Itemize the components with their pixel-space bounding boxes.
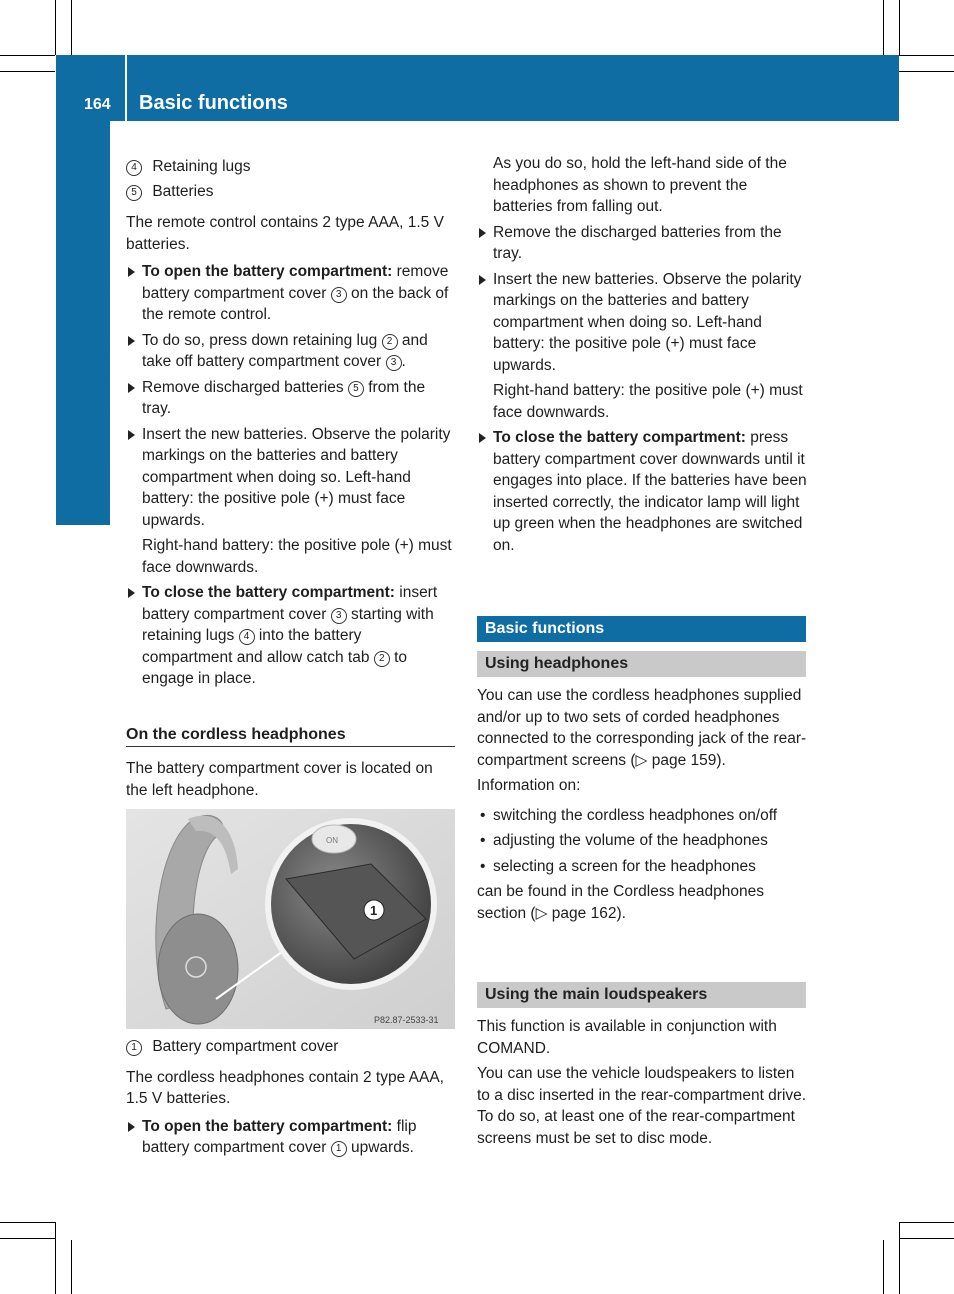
step-text: upwards.: [350, 1139, 414, 1156]
step-text: .: [401, 353, 406, 370]
callout-number: 5: [126, 185, 142, 201]
paragraph: The cordless headphones contain 2 type AAA, 1.5 V batteries.: [126, 1068, 444, 1107]
instruction-step: Insert the new batteries. Observe the polarity markings on the batteries and battery compartment when doing so. Left-hand battery: the positive pole (+) must face upwards.: [126, 424, 456, 532]
crop-mark: [0, 1222, 55, 1223]
step-text: on the back of the remote control.: [142, 284, 449, 323]
crop-mark: [899, 55, 954, 56]
instruction-step: [126, 582, 456, 690]
crop-mark: [71, 0, 72, 55]
paragraph: You can use the cordless headphones supplied and/or up to two sets of corded headphones connected to the corresponding jack of the rear-compartment screens (▷ page 159).: [477, 687, 807, 769]
crop-mark: [0, 1238, 55, 1239]
instruction-step: [477, 427, 807, 556]
paragraph: The remote control contains 2 type AAA, 1.5 V batteries.: [126, 214, 444, 253]
step-heading: To open the battery compartment:: [142, 1117, 393, 1135]
callout-number: 3: [386, 355, 402, 371]
legend-item: [126, 181, 456, 203]
caption-text: Battery compartment cover: [152, 1038, 339, 1055]
crop-mark: [899, 71, 954, 72]
instruction-step: [126, 330, 456, 373]
callout-number: 3: [331, 287, 347, 303]
earcup-shape: [158, 914, 238, 1024]
right-column-bottom: [477, 1016, 807, 1149]
step-text: insert battery compartment cover: [142, 584, 438, 623]
step-text: To do so, press down retaining lug: [142, 331, 378, 349]
step-text: remove battery compartment cover: [142, 263, 449, 302]
step-text: flip battery compartment cover: [142, 1117, 417, 1156]
step-text: press battery compartment cover downwards until it engages into place. If the batteries have been inserted correctly, the indicator lamp will light up green when the headphones are switched on.: [493, 429, 807, 554]
side-tab-label: Rear Seat Entertainment: [82, 170, 112, 472]
image-code: P82.87-2533-31: [374, 1015, 439, 1025]
headphones-illustration: [126, 809, 455, 1029]
subheading: On the cordless headphones: [126, 726, 455, 747]
paragraph: can be found in the Cordless headphones section (▷ page 162).: [477, 883, 764, 922]
crop-mark: [899, 1222, 900, 1294]
callout-number: 1: [331, 1141, 347, 1157]
step-text: starting with retaining lugs: [142, 605, 434, 644]
crop-mark: [0, 71, 55, 72]
step-text: and take off battery compartment cover: [142, 331, 428, 370]
step-continuation: As you do so, hold the left-hand side of the headphones as shown to prevent the batteries from falling out.: [493, 155, 787, 215]
header-title: Basic functions: [139, 92, 288, 114]
step-heading: To open the battery compartment:: [142, 263, 393, 280]
instruction-step: Insert the new batteries. Observe the polarity markings on the batteries and battery compartment when doing so. Left-hand battery: the positive pole (+) must face upwards.: [477, 269, 807, 377]
paragraph: Information on:: [477, 777, 581, 794]
crop-mark: [899, 0, 900, 55]
step-note: Right-hand battery: the positive pole (+) must face downwards.: [142, 537, 452, 576]
subsection-heading: Using headphones: [477, 651, 806, 677]
instruction-step: Remove the discharged batteries from the tray.: [477, 222, 807, 265]
step-text: Remove discharged batteries: [142, 378, 344, 396]
crop-mark: [883, 1240, 884, 1294]
right-column: [477, 153, 807, 556]
section-heading: Basic functions: [477, 616, 806, 642]
step-heading: To close the battery compartment:: [142, 584, 395, 601]
callout-number: 4: [126, 160, 142, 176]
subsection-heading: Using the main loudspeakers: [477, 982, 806, 1008]
crop-mark: [899, 1222, 954, 1223]
crop-mark: [55, 0, 56, 55]
step-heading: To close the battery compartment:: [493, 429, 746, 446]
callout-marker-label: 1: [370, 903, 378, 918]
headphones-drawing: [126, 809, 455, 1029]
legend-item: [126, 156, 456, 178]
paragraph: The battery compartment cover is located on the left headphone.: [126, 760, 433, 799]
crop-mark: [55, 1222, 56, 1294]
paragraph: You can use the vehicle loudspeakers to listen to a disc inserted in the rear-compartment drive. To do so, at least one of the rear-compartment screens must be set to disc mode.: [477, 1065, 807, 1147]
step-text: into the battery compartment and allow catch tab: [142, 627, 370, 666]
paragraph: This function is available in conjunction with COMAND.: [477, 1018, 777, 1057]
instruction-step: [126, 1116, 456, 1159]
list-item: • adjusting the volume of the headphones: [477, 830, 807, 852]
crop-mark: [899, 1238, 954, 1239]
crop-mark: [71, 1240, 72, 1294]
left-column-bottom: [126, 1036, 456, 1159]
page-number: 164: [84, 96, 111, 113]
instruction-step: [126, 377, 456, 420]
step-note: Right-hand battery: the positive pole (+) must face downwards.: [493, 382, 803, 421]
image-caption: [126, 1036, 456, 1058]
list-item: • switching the cordless headphones on/off: [477, 805, 807, 827]
step-text: from the tray.: [142, 378, 426, 417]
right-column-middle: [477, 685, 807, 924]
on-button-label: ON: [326, 836, 338, 845]
callout-number: 2: [382, 334, 398, 350]
legend-text: Retaining lugs: [152, 158, 251, 175]
crop-mark: [883, 0, 884, 55]
callout-number: 2: [374, 651, 390, 667]
callout-number: 5: [348, 381, 364, 397]
header-divider: [125, 55, 127, 121]
list-item: • selecting a screen for the headphones: [477, 856, 807, 878]
page-header: [56, 55, 899, 121]
callout-number: 1: [126, 1040, 142, 1056]
instruction-step: [126, 261, 456, 326]
crop-mark: [0, 55, 55, 56]
left-column: [126, 156, 456, 690]
step-text: to engage in place.: [142, 648, 408, 687]
callout-number: 4: [239, 629, 255, 645]
legend-text: Batteries: [152, 182, 214, 200]
callout-number: 3: [331, 608, 347, 624]
